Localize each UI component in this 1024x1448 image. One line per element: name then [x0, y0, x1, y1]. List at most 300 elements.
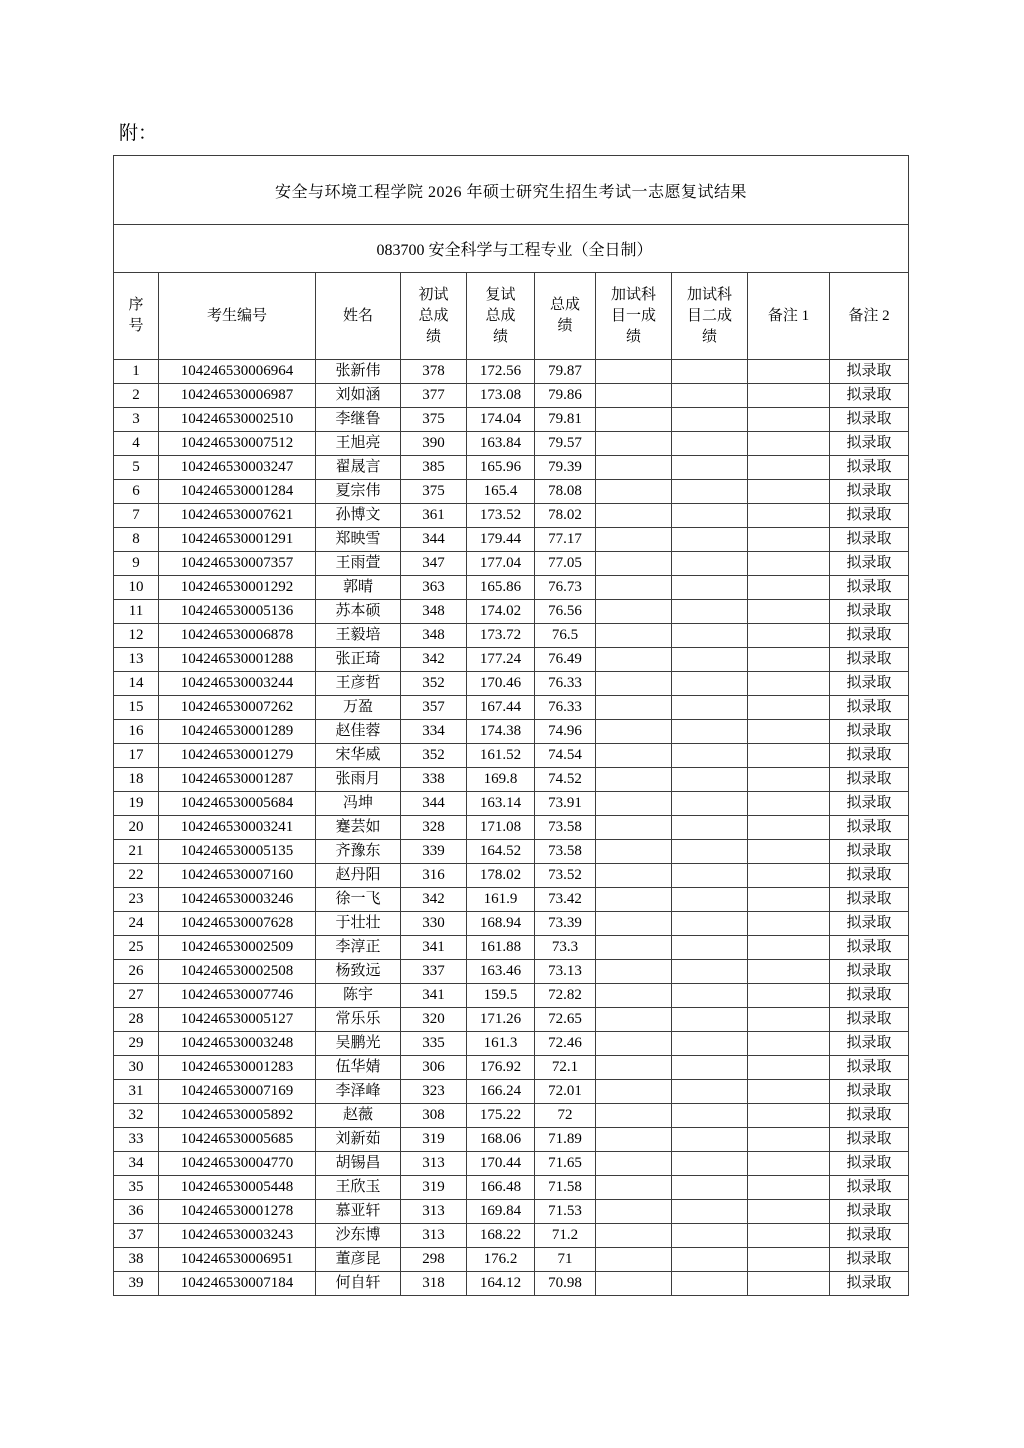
table-row — [114, 624, 909, 648]
cell-candidate-id: 104246530002509 — [159, 936, 316, 960]
cell-extra-subject-1-score — [596, 1104, 672, 1128]
cell-extra-subject-1-score — [596, 816, 672, 840]
cell-note-1 — [748, 576, 830, 600]
cell-name: 王欣玉 — [316, 1176, 401, 1200]
cell-seq: 14 — [114, 672, 159, 696]
cell-note-2: 拟录取 — [830, 960, 909, 984]
cell-name: 苏本硕 — [316, 600, 401, 624]
cell-candidate-id: 104246530001278 — [159, 1200, 316, 1224]
cell-note-2: 拟录取 — [830, 864, 909, 888]
table-row — [114, 1008, 909, 1032]
cell-note-2: 拟录取 — [830, 696, 909, 720]
cell-seq: 10 — [114, 576, 159, 600]
cell-candidate-id: 104246530005127 — [159, 1008, 316, 1032]
cell-initial-total-score: 361 — [401, 504, 467, 528]
cell-seq: 39 — [114, 1272, 159, 1296]
cell-initial-total-score: 319 — [401, 1176, 467, 1200]
cell-retest-total-score: 176.2 — [467, 1248, 535, 1272]
cell-total-score: 72.01 — [535, 1080, 596, 1104]
cell-note-1 — [748, 768, 830, 792]
cell-seq: 22 — [114, 864, 159, 888]
cell-total-score: 70.98 — [535, 1272, 596, 1296]
cell-note-1 — [748, 360, 830, 384]
cell-retest-total-score: 165.4 — [467, 480, 535, 504]
cell-candidate-id: 104246530003241 — [159, 816, 316, 840]
cell-note-2: 拟录取 — [830, 528, 909, 552]
cell-extra-subject-2-score — [672, 888, 748, 912]
cell-initial-total-score: 342 — [401, 648, 467, 672]
cell-seq: 34 — [114, 1152, 159, 1176]
cell-name: 宋华威 — [316, 744, 401, 768]
cell-note-1 — [748, 1128, 830, 1152]
cell-note-1 — [748, 1248, 830, 1272]
cell-note-2: 拟录取 — [830, 1200, 909, 1224]
cell-extra-subject-2-score — [672, 1008, 748, 1032]
cell-total-score: 79.39 — [535, 456, 596, 480]
cell-name: 万盈 — [316, 696, 401, 720]
cell-initial-total-score: 378 — [401, 360, 467, 384]
cell-extra-subject-2-score — [672, 504, 748, 528]
cell-note-2: 拟录取 — [830, 1080, 909, 1104]
cell-initial-total-score: 348 — [401, 624, 467, 648]
cell-candidate-id: 104246530005685 — [159, 1128, 316, 1152]
cell-extra-subject-2-score — [672, 624, 748, 648]
cell-extra-subject-2-score — [672, 816, 748, 840]
cell-note-1 — [748, 1032, 830, 1056]
cell-extra-subject-1-score — [596, 456, 672, 480]
table-title: 安全与环境工程学院 2026 年硕士研究生招生考试一志愿复试结果 — [114, 156, 909, 225]
cell-total-score: 73.3 — [535, 936, 596, 960]
cell-candidate-id: 104246530005135 — [159, 840, 316, 864]
cell-extra-subject-2-score — [672, 936, 748, 960]
table-row — [114, 600, 909, 624]
cell-note-2: 拟录取 — [830, 408, 909, 432]
cell-initial-total-score: 348 — [401, 600, 467, 624]
cell-note-2: 拟录取 — [830, 744, 909, 768]
cell-initial-total-score: 341 — [401, 984, 467, 1008]
cell-seq: 18 — [114, 768, 159, 792]
results-table — [113, 155, 909, 1296]
cell-initial-total-score: 328 — [401, 816, 467, 840]
column-header-retest-score: 复试总成绩 — [467, 273, 535, 360]
cell-note-2: 拟录取 — [830, 576, 909, 600]
cell-extra-subject-2-score — [672, 384, 748, 408]
column-header-initial-score: 初试总成绩 — [401, 273, 467, 360]
cell-candidate-id: 104246530001292 — [159, 576, 316, 600]
cell-seq: 15 — [114, 696, 159, 720]
cell-initial-total-score: 337 — [401, 960, 467, 984]
cell-note-1 — [748, 1224, 830, 1248]
cell-retest-total-score: 159.5 — [467, 984, 535, 1008]
table-row — [114, 456, 909, 480]
cell-total-score: 79.81 — [535, 408, 596, 432]
table-row — [114, 840, 909, 864]
cell-candidate-id: 104246530001289 — [159, 720, 316, 744]
cell-extra-subject-2-score — [672, 768, 748, 792]
cell-name: 齐豫东 — [316, 840, 401, 864]
cell-note-1 — [748, 984, 830, 1008]
cell-note-1 — [748, 936, 830, 960]
table-row — [114, 432, 909, 456]
cell-note-1 — [748, 1008, 830, 1032]
column-header-seq: 序号 — [114, 273, 159, 360]
table-row — [114, 360, 909, 384]
cell-name: 伍华婧 — [316, 1056, 401, 1080]
cell-extra-subject-1-score — [596, 600, 672, 624]
cell-note-1 — [748, 528, 830, 552]
cell-extra-subject-1-score — [596, 408, 672, 432]
cell-retest-total-score: 164.52 — [467, 840, 535, 864]
cell-extra-subject-2-score — [672, 1056, 748, 1080]
cell-candidate-id: 104246530007746 — [159, 984, 316, 1008]
cell-extra-subject-1-score — [596, 432, 672, 456]
cell-note-2: 拟录取 — [830, 648, 909, 672]
cell-note-2: 拟录取 — [830, 1224, 909, 1248]
cell-note-2: 拟录取 — [830, 552, 909, 576]
cell-name: 孙博文 — [316, 504, 401, 528]
cell-note-2: 拟录取 — [830, 936, 909, 960]
cell-note-1 — [748, 720, 830, 744]
cell-candidate-id: 104246530006951 — [159, 1248, 316, 1272]
cell-retest-total-score: 168.94 — [467, 912, 535, 936]
cell-initial-total-score: 357 — [401, 696, 467, 720]
cell-seq: 35 — [114, 1176, 159, 1200]
cell-retest-total-score: 166.24 — [467, 1080, 535, 1104]
cell-name: 沙东博 — [316, 1224, 401, 1248]
cell-retest-total-score: 174.04 — [467, 408, 535, 432]
cell-retest-total-score: 163.46 — [467, 960, 535, 984]
cell-extra-subject-2-score — [672, 480, 748, 504]
table-subtitle-row — [114, 225, 909, 273]
cell-note-2: 拟录取 — [830, 816, 909, 840]
cell-seq: 30 — [114, 1056, 159, 1080]
cell-retest-total-score: 163.84 — [467, 432, 535, 456]
cell-retest-total-score: 167.44 — [467, 696, 535, 720]
cell-extra-subject-2-score — [672, 1152, 748, 1176]
cell-note-2: 拟录取 — [830, 720, 909, 744]
cell-candidate-id: 104246530003246 — [159, 888, 316, 912]
cell-note-2: 拟录取 — [830, 1152, 909, 1176]
cell-extra-subject-2-score — [672, 1272, 748, 1296]
cell-extra-subject-2-score — [672, 1104, 748, 1128]
cell-seq: 26 — [114, 960, 159, 984]
cell-total-score: 79.87 — [535, 360, 596, 384]
cell-note-1 — [748, 648, 830, 672]
table-row — [114, 696, 909, 720]
cell-candidate-id: 104246530003243 — [159, 1224, 316, 1248]
cell-candidate-id: 104246530001279 — [159, 744, 316, 768]
cell-extra-subject-2-score — [672, 1200, 748, 1224]
cell-name: 赵佳蓉 — [316, 720, 401, 744]
cell-seq: 4 — [114, 432, 159, 456]
cell-name: 冯坤 — [316, 792, 401, 816]
cell-retest-total-score: 177.24 — [467, 648, 535, 672]
table-row — [114, 984, 909, 1008]
cell-name: 于壮壮 — [316, 912, 401, 936]
cell-total-score: 78.02 — [535, 504, 596, 528]
table-row — [114, 1104, 909, 1128]
cell-extra-subject-1-score — [596, 936, 672, 960]
table-row — [114, 720, 909, 744]
table-row — [114, 480, 909, 504]
cell-note-1 — [748, 384, 830, 408]
cell-total-score: 76.49 — [535, 648, 596, 672]
cell-extra-subject-2-score — [672, 648, 748, 672]
cell-extra-subject-1-score — [596, 528, 672, 552]
cell-note-2: 拟录取 — [830, 1008, 909, 1032]
cell-total-score: 71.53 — [535, 1200, 596, 1224]
cell-retest-total-score: 165.96 — [467, 456, 535, 480]
table-body — [114, 156, 909, 1296]
cell-note-1 — [748, 864, 830, 888]
cell-total-score: 72.1 — [535, 1056, 596, 1080]
cell-extra-subject-1-score — [596, 912, 672, 936]
cell-note-1 — [748, 432, 830, 456]
attachment-label: 附： — [119, 123, 158, 144]
cell-extra-subject-1-score — [596, 1176, 672, 1200]
table-header-row — [114, 273, 909, 360]
cell-name: 王旭亮 — [316, 432, 401, 456]
cell-extra-subject-2-score — [672, 672, 748, 696]
cell-extra-subject-1-score — [596, 1224, 672, 1248]
cell-retest-total-score: 173.08 — [467, 384, 535, 408]
cell-seq: 23 — [114, 888, 159, 912]
cell-name: 张雨月 — [316, 768, 401, 792]
cell-total-score: 73.58 — [535, 840, 596, 864]
cell-extra-subject-1-score — [596, 480, 672, 504]
cell-extra-subject-2-score — [672, 1128, 748, 1152]
cell-initial-total-score: 298 — [401, 1248, 467, 1272]
cell-initial-total-score: 339 — [401, 840, 467, 864]
table-row — [114, 384, 909, 408]
cell-note-1 — [748, 408, 830, 432]
cell-candidate-id: 104246530001283 — [159, 1056, 316, 1080]
column-header-name: 姓名 — [316, 273, 401, 360]
cell-seq: 6 — [114, 480, 159, 504]
cell-retest-total-score: 170.44 — [467, 1152, 535, 1176]
cell-name: 刘新茹 — [316, 1128, 401, 1152]
cell-name: 胡锡昌 — [316, 1152, 401, 1176]
cell-initial-total-score: 318 — [401, 1272, 467, 1296]
cell-note-2: 拟录取 — [830, 1272, 909, 1296]
cell-note-2: 拟录取 — [830, 1248, 909, 1272]
cell-name: 何自轩 — [316, 1272, 401, 1296]
cell-note-1 — [748, 456, 830, 480]
cell-note-1 — [748, 504, 830, 528]
cell-note-2: 拟录取 — [830, 888, 909, 912]
cell-seq: 13 — [114, 648, 159, 672]
cell-note-1 — [748, 672, 830, 696]
cell-candidate-id: 104246530006878 — [159, 624, 316, 648]
table-row — [114, 1152, 909, 1176]
cell-initial-total-score: 377 — [401, 384, 467, 408]
cell-total-score: 73.52 — [535, 864, 596, 888]
cell-note-2: 拟录取 — [830, 840, 909, 864]
cell-extra-subject-1-score — [596, 672, 672, 696]
table-row — [114, 528, 909, 552]
column-header-note-2: 备注 2 — [830, 273, 909, 360]
cell-extra-subject-2-score — [672, 1032, 748, 1056]
cell-note-2: 拟录取 — [830, 456, 909, 480]
table-row — [114, 888, 909, 912]
cell-total-score: 77.17 — [535, 528, 596, 552]
cell-retest-total-score: 166.48 — [467, 1176, 535, 1200]
cell-initial-total-score: 330 — [401, 912, 467, 936]
cell-seq: 29 — [114, 1032, 159, 1056]
cell-total-score: 74.96 — [535, 720, 596, 744]
cell-retest-total-score: 165.86 — [467, 576, 535, 600]
cell-note-1 — [748, 1056, 830, 1080]
cell-total-score: 79.86 — [535, 384, 596, 408]
table-row — [114, 1032, 909, 1056]
cell-name: 董彦昆 — [316, 1248, 401, 1272]
table-row — [114, 1224, 909, 1248]
cell-candidate-id: 104246530007512 — [159, 432, 316, 456]
cell-retest-total-score: 169.8 — [467, 768, 535, 792]
cell-retest-total-score: 172.56 — [467, 360, 535, 384]
cell-note-1 — [748, 1272, 830, 1296]
cell-extra-subject-1-score — [596, 384, 672, 408]
cell-initial-total-score: 334 — [401, 720, 467, 744]
cell-seq: 36 — [114, 1200, 159, 1224]
cell-retest-total-score: 177.04 — [467, 552, 535, 576]
cell-note-2: 拟录取 — [830, 1104, 909, 1128]
table-row — [114, 552, 909, 576]
cell-extra-subject-1-score — [596, 720, 672, 744]
cell-candidate-id: 104246530005448 — [159, 1176, 316, 1200]
column-header-note-1: 备注 1 — [748, 273, 830, 360]
cell-extra-subject-1-score — [596, 1152, 672, 1176]
cell-seq: 5 — [114, 456, 159, 480]
table-row — [114, 672, 909, 696]
cell-note-1 — [748, 552, 830, 576]
cell-initial-total-score: 335 — [401, 1032, 467, 1056]
cell-total-score: 74.52 — [535, 768, 596, 792]
cell-name: 翟晟言 — [316, 456, 401, 480]
cell-note-1 — [748, 816, 830, 840]
cell-note-1 — [748, 1104, 830, 1128]
cell-candidate-id: 104246530007628 — [159, 912, 316, 936]
cell-extra-subject-2-score — [672, 1248, 748, 1272]
cell-total-score: 73.42 — [535, 888, 596, 912]
table-row — [114, 1248, 909, 1272]
cell-total-score: 71.89 — [535, 1128, 596, 1152]
table-title-row — [114, 156, 909, 225]
column-header-extra-subject-2: 加试科目二成绩 — [672, 273, 748, 360]
cell-extra-subject-1-score — [596, 864, 672, 888]
cell-candidate-id: 104246530007169 — [159, 1080, 316, 1104]
cell-candidate-id: 104246530007621 — [159, 504, 316, 528]
cell-note-2: 拟录取 — [830, 984, 909, 1008]
cell-total-score: 72.46 — [535, 1032, 596, 1056]
cell-seq: 7 — [114, 504, 159, 528]
cell-extra-subject-1-score — [596, 768, 672, 792]
cell-extra-subject-1-score — [596, 984, 672, 1008]
cell-note-2: 拟录取 — [830, 624, 909, 648]
cell-total-score: 73.58 — [535, 816, 596, 840]
cell-initial-total-score: 390 — [401, 432, 467, 456]
cell-name: 王彦哲 — [316, 672, 401, 696]
cell-note-2: 拟录取 — [830, 1032, 909, 1056]
cell-extra-subject-1-score — [596, 1008, 672, 1032]
cell-initial-total-score: 352 — [401, 744, 467, 768]
cell-total-score: 73.13 — [535, 960, 596, 984]
cell-name: 李泽峰 — [316, 1080, 401, 1104]
cell-extra-subject-2-score — [672, 696, 748, 720]
cell-retest-total-score: 161.88 — [467, 936, 535, 960]
cell-name: 王雨萱 — [316, 552, 401, 576]
cell-initial-total-score: 347 — [401, 552, 467, 576]
cell-seq: 1 — [114, 360, 159, 384]
cell-seq: 37 — [114, 1224, 159, 1248]
cell-extra-subject-1-score — [596, 840, 672, 864]
cell-note-1 — [748, 1200, 830, 1224]
cell-initial-total-score: 313 — [401, 1152, 467, 1176]
cell-extra-subject-2-score — [672, 720, 748, 744]
cell-name: 蹇芸如 — [316, 816, 401, 840]
cell-initial-total-score: 341 — [401, 936, 467, 960]
cell-extra-subject-2-score — [672, 960, 748, 984]
cell-candidate-id: 104246530001284 — [159, 480, 316, 504]
cell-note-2: 拟录取 — [830, 912, 909, 936]
cell-seq: 19 — [114, 792, 159, 816]
cell-candidate-id: 104246530007160 — [159, 864, 316, 888]
cell-candidate-id: 104246530006964 — [159, 360, 316, 384]
cell-extra-subject-1-score — [596, 624, 672, 648]
cell-initial-total-score: 313 — [401, 1200, 467, 1224]
cell-total-score: 73.39 — [535, 912, 596, 936]
cell-initial-total-score: 344 — [401, 528, 467, 552]
cell-retest-total-score: 173.52 — [467, 504, 535, 528]
cell-note-2: 拟录取 — [830, 360, 909, 384]
cell-extra-subject-1-score — [596, 1056, 672, 1080]
cell-name: 郑映雪 — [316, 528, 401, 552]
cell-initial-total-score: 338 — [401, 768, 467, 792]
cell-extra-subject-1-score — [596, 1032, 672, 1056]
cell-retest-total-score: 171.08 — [467, 816, 535, 840]
cell-extra-subject-1-score — [596, 696, 672, 720]
cell-initial-total-score: 319 — [401, 1128, 467, 1152]
cell-note-1 — [748, 888, 830, 912]
cell-total-score: 72.65 — [535, 1008, 596, 1032]
cell-seq: 21 — [114, 840, 159, 864]
cell-candidate-id: 104246530003247 — [159, 456, 316, 480]
cell-note-1 — [748, 600, 830, 624]
cell-seq: 8 — [114, 528, 159, 552]
cell-note-2: 拟录取 — [830, 504, 909, 528]
cell-extra-subject-2-score — [672, 912, 748, 936]
cell-candidate-id: 104246530007357 — [159, 552, 316, 576]
cell-extra-subject-2-score — [672, 456, 748, 480]
cell-total-score: 76.33 — [535, 672, 596, 696]
table-row — [114, 936, 909, 960]
table-row — [114, 576, 909, 600]
cell-candidate-id: 104246530002510 — [159, 408, 316, 432]
cell-extra-subject-1-score — [596, 1200, 672, 1224]
cell-seq: 20 — [114, 816, 159, 840]
cell-extra-subject-2-score — [672, 408, 748, 432]
column-header-candidate-id: 考生编号 — [159, 273, 316, 360]
cell-initial-total-score: 306 — [401, 1056, 467, 1080]
table-row — [114, 864, 909, 888]
cell-name: 赵薇 — [316, 1104, 401, 1128]
cell-extra-subject-1-score — [596, 1080, 672, 1104]
table-row — [114, 504, 909, 528]
cell-note-1 — [748, 840, 830, 864]
cell-total-score: 76.5 — [535, 624, 596, 648]
cell-extra-subject-2-score — [672, 792, 748, 816]
cell-extra-subject-2-score — [672, 432, 748, 456]
